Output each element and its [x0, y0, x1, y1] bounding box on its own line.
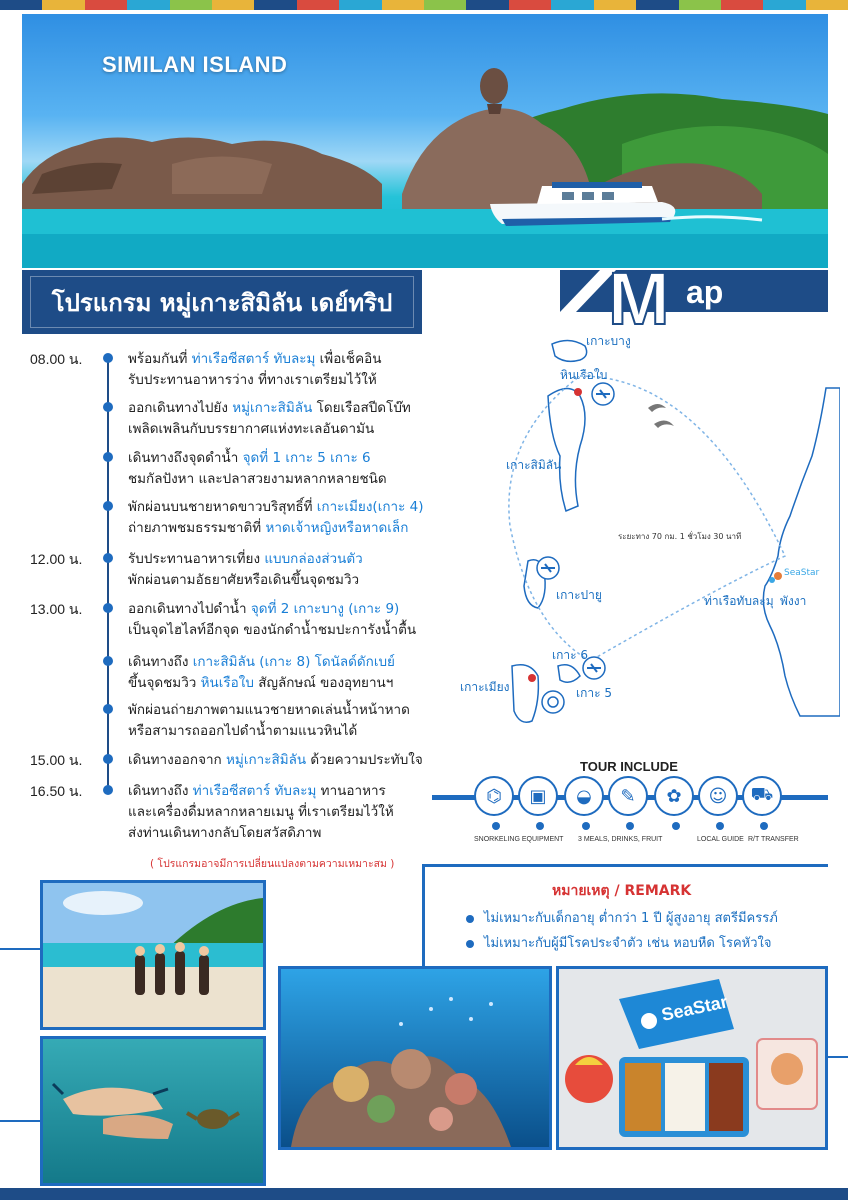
strip-segment [339, 0, 381, 10]
text-highlight: เกาะสิมิลัน (เกาะ 8) โดนัลด์ดักเบย์ [192, 654, 395, 670]
map-title-rest: ap [686, 274, 724, 310]
timeline-dot [103, 603, 113, 613]
timeline-dot [103, 452, 113, 462]
strip-segment [551, 0, 593, 10]
timeline-dot [103, 656, 113, 666]
timeline-dot [103, 353, 113, 363]
text-line: หรือสามารถออกไปดำน้ำตามแนวหินได้ [128, 723, 358, 739]
strip-segment [382, 0, 424, 10]
program-title: โปรแกรม หมู่เกาะสิมิลัน เดย์ทริป [51, 288, 393, 317]
tour-label-transfer: R/T TRANSFER [748, 836, 799, 843]
text-highlight: แบบกล่องส่วนตัว [264, 551, 363, 567]
van-icon: ⛟ [742, 776, 782, 816]
timeline-text [128, 750, 448, 771]
map-label-payu: เกาะปายู [556, 588, 602, 602]
fruit-icon: ✿ [654, 776, 694, 816]
text-highlight: หินเรือใบ [200, 675, 254, 691]
strip-segment [594, 0, 636, 10]
timeline-dot [103, 501, 113, 511]
strip-segment [636, 0, 678, 10]
tour-label-meals: 3 MEALS, DRINKS, FRUIT [578, 836, 663, 843]
timeline-dot [103, 402, 113, 412]
text-part: สัญลักษณ์ ของอุทยานฯ [253, 675, 394, 691]
bottom-strip [0, 1188, 848, 1200]
decor-line [826, 1056, 848, 1058]
tour-stem-dot [582, 822, 590, 830]
text-part: รับประทานอาหารเที่ยง [128, 551, 265, 567]
text-line: และเครื่องดื่มหลากหลายเมนู ที่เราเตรียมไว้ให้ [128, 804, 394, 820]
tour-stem-dot [492, 822, 500, 830]
snorkel-icon: ⌬ [474, 776, 514, 816]
guide-icon: ☺ [698, 776, 738, 816]
text-part: พักผ่อนบนชายหาดขาวบริสุทธิ์ที่ [128, 499, 317, 515]
hero-title: SIMILAN ISLAND [102, 52, 288, 77]
text-part: เพื่อเช็คอิน [315, 351, 382, 367]
strip-segment [806, 0, 848, 10]
text-line: เพลิดเพลินกับบรรยากาศแห่งทะเลอันดามัน [128, 421, 375, 437]
remark-title: หมายเหตุ / REMARK [552, 883, 692, 899]
timeline-text [128, 781, 448, 844]
strip-segment [42, 0, 84, 10]
text-part: เดินทางถึง [128, 783, 193, 799]
strip-segment [721, 0, 763, 10]
remark-item [466, 907, 778, 928]
box-brand-text: SeaStar [659, 991, 730, 1025]
timeline-text [128, 398, 448, 440]
strip-segment [212, 0, 254, 10]
text-part: เดินทางถึง [128, 654, 193, 670]
tour-label-guide: LOCAL GUIDE [697, 836, 744, 843]
tour-include-title: TOUR INCLUDE [580, 759, 678, 774]
strip-segment [127, 0, 169, 10]
timeline-time: 08.00 น. [30, 351, 83, 367]
text-part: ออกเดินทางไปดำน้ำ [128, 601, 251, 617]
strip-segment [466, 0, 508, 10]
strip-segment [679, 0, 721, 10]
map-label-pier: ท่าเรือทับละมุ [704, 594, 774, 608]
timeline-text [128, 448, 448, 490]
text-line: พักผ่อนตามอัธยาศัยหรือเดินขึ้นจุดชมวิว [128, 572, 360, 588]
text-line: เป็นจุดไฮไลท์อีกจุด ของนักดำน้ำชมปะการังน้ำตื้น [128, 622, 417, 638]
map-label-hin-ruea-bai: หินเรือใบ [560, 368, 608, 382]
drink-icon: ✎ [608, 776, 648, 816]
map-label-ko5: เกาะ 5 [576, 686, 612, 700]
text-part: เดินทางออกจาก [128, 752, 227, 768]
program-title-banner [22, 270, 422, 334]
timeline-text [128, 599, 448, 641]
timeline-dot [103, 704, 113, 714]
timeline-text [128, 549, 448, 591]
tour-stem-dot [536, 822, 544, 830]
text-line: ชมกัลปังหา และปลาสวยงามหลากหลายชนิด [128, 471, 387, 487]
text-highlight: ท่าเรือซีสตาร์ ทับละมุ [191, 351, 316, 367]
strip-segment [297, 0, 339, 10]
strip-segment [0, 0, 42, 10]
strip-segment [254, 0, 296, 10]
text-part: โดยเรือสปีดโบ๊ท [312, 400, 411, 416]
tour-stem-dot [672, 822, 680, 830]
text-highlight: หาดเจ้าหญิงหรือหาดเล็ก [265, 520, 409, 536]
strip-segment [424, 0, 466, 10]
text-highlight: ท่าเรือซีสตาร์ ทับละมุ [192, 783, 317, 799]
route-map [440, 316, 840, 746]
text-highlight: จุดที่ 2 เกาะบางู (เกาะ 9) [250, 601, 400, 617]
map-route-distance: ระยะทาง 70 กม. 1 ชั่วโมง 30 นาที [618, 532, 742, 541]
map-label-ko6: เกาะ 6 [552, 648, 588, 662]
remark-item-text: ไม่เหมาะกับผู้มีโรคประจำตัว เช่น หอบหืด โรคหัวใจ [484, 936, 772, 951]
text-highlight: เกาะเมียง(เกาะ 4) [316, 499, 424, 515]
text-line: รับประทานอาหารว่าง ที่ทางเราเตรียมไว้ให้ [128, 372, 377, 388]
tour-label-snorkeling: SNORKELING EQUIPMENT [474, 836, 564, 843]
photo-lunch-box [556, 966, 828, 1150]
meal-icon: ◒ [564, 776, 604, 816]
decor-line [0, 1120, 42, 1122]
text-part: ออกเดินทางไปยัง [128, 400, 233, 416]
strip-segment [170, 0, 212, 10]
map-label-phangnga: พังงา [780, 594, 807, 608]
remark-item [466, 932, 772, 953]
text-part: พร้อมกันที่ [128, 351, 192, 367]
photo-snorkeling [40, 1036, 266, 1186]
decor-line [0, 948, 42, 950]
program-note: ( โปรแกรมอาจมีการเปลี่ยนแปลงตามความเหมาะสม ) [150, 858, 395, 870]
photo-beach-group [40, 880, 266, 1030]
timeline-dot [103, 553, 113, 563]
timeline-text [128, 700, 448, 742]
text-part: ถ่ายภาพชมธรรมชาติที่ [128, 520, 266, 536]
timeline-dot [103, 754, 113, 764]
top-color-strip [0, 0, 848, 10]
bullet-icon [466, 915, 474, 923]
timeline-text [128, 349, 448, 391]
text-highlight: หมู่เกาะสิมิลัน [226, 752, 307, 768]
timeline-text [128, 652, 448, 694]
map-label-bangu: เกาะบางู [586, 334, 631, 348]
hero-photo [22, 14, 828, 268]
photo-coral-reef [278, 966, 552, 1150]
text-highlight: จุดที่ 1 เกาะ 5 เกาะ 6 [242, 450, 371, 466]
text-part: ด้วยความประทับใจ [306, 752, 423, 768]
remark-item-text: ไม่เหมาะกับเด็กอายุ ต่ำกว่า 1 ปี ผู้สูงอายุ สตรีมีครรภ์ [484, 911, 778, 926]
text-highlight: หมู่เกาะสิมิลัน [232, 400, 313, 416]
map-label-seastar: SeaStar [784, 568, 820, 578]
tour-stem-dot [760, 822, 768, 830]
timeline-text [128, 497, 448, 539]
tour-stem-dot [626, 822, 634, 830]
timeline-time: 13.00 น. [30, 601, 83, 617]
tour-stem-dot [716, 822, 724, 830]
timeline-dot [103, 785, 113, 795]
text-part: ขึ้นจุดชมวิว [128, 675, 201, 691]
life-jacket-icon: ▣ [518, 776, 558, 816]
bullet-icon [466, 940, 474, 948]
text-line: ส่งท่านเดินทางกลับโดยสวัสดิภาพ [128, 825, 322, 841]
map-label-similan: เกาะสิมิลัน [506, 458, 562, 472]
strip-segment [763, 0, 805, 10]
map-label-miang: เกาะเมียง [460, 680, 510, 694]
timeline-time: 15.00 น. [30, 752, 83, 768]
timeline-time: 12.00 น. [30, 551, 83, 567]
strip-segment [85, 0, 127, 10]
text-part: ทานอาหาร [316, 783, 386, 799]
timeline-time: 16.50 น. [30, 783, 83, 799]
text-part: เดินทางถึงจุดดำน้ำ [128, 450, 243, 466]
text-part: พักผ่อนถ่ายภาพตามแนวชายหาดเล่นน้ำหน้าหาด [128, 702, 410, 718]
strip-segment [509, 0, 551, 10]
timeline-line [107, 357, 109, 791]
map-title-m: M [608, 257, 670, 340]
